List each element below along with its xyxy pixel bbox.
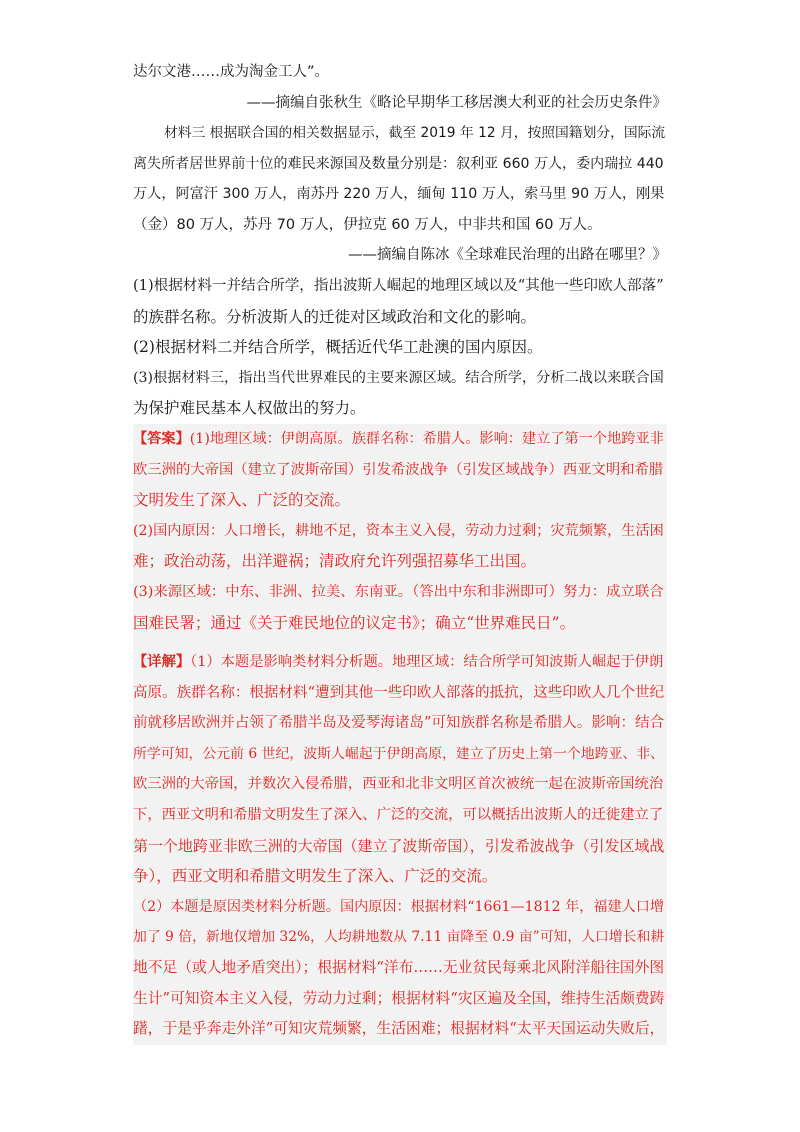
detail-line: 前就移居欧洲并占领了希腊半岛及爱琴海诸岛”可知族群名称是希腊人。影响：结合 <box>133 714 665 732</box>
answer-line: 文明发生了深入、广泛的交流。 <box>133 491 351 510</box>
material3 <box>133 118 667 271</box>
material3-source: ——摘编自陈冰《全球难民治理的出路在哪里？》 <box>348 247 667 264</box>
question-line: (3)根据材料三，指出当代世界难民的主要来源区域。结合所学，分析二战以来联合国 <box>133 369 664 386</box>
material2-source: ——摘编自张秋生《略论早期华工移居澳大利亚的社会历史条件》 <box>246 94 667 111</box>
answer-line: 难；政治动荡，出洋避祸；清政府允许列强招募华工出国。 <box>133 552 537 571</box>
detail-line: 所学可知，公元前 6 世纪，波斯人崛起于伊朗高原，建立了历史上第一个地跨亚、非、 <box>133 745 665 762</box>
answer-line: (3)来源区域：中东、非洲、拉美、东南亚。（答出中东和非洲即可）努力：成立联合 <box>133 583 664 600</box>
detail-section <box>133 647 667 1045</box>
answer-text: (1)地理区域：伊朗高原。族群名称：希腊人。影响：建立了第一个地跨亚非 <box>189 431 664 447</box>
material3-line: 材料三 根据联合国的相关数据显示，截至 2019 年 12 月，按照国籍划分，国际流 <box>164 125 666 141</box>
detail-label: 【详解】 <box>133 654 191 670</box>
detail-line: 欧三洲的大帝国，并数次入侵希腊，西亚和北非文明区首次被统一起在波斯帝国统治 <box>133 776 664 793</box>
answer-line: (2)国内原因：人口增长，耕地不足，资本主义入侵，劳动力过剩；灾荒频繁，生活困 <box>133 522 664 539</box>
detail-line: 第一个地跨亚非欧三洲的大帝国（建立了波斯帝国），引发希波战争（引发区域战 <box>133 836 665 855</box>
material2-last-line: 达尔文港……成为淘金工人”。 <box>133 64 330 80</box>
question-line: 的族群名称。分析波斯人的迁徙对区域政治和文化的影响。 <box>133 307 537 326</box>
detail-line: 地不足（或人地矛盾突出）；根据材料“洋布……无业贫民每乘北风附洋船往国外图 <box>133 958 665 976</box>
material3-line: （金）80 万人，苏丹 70 万人，伊拉克 60 万人，中非共和国 60 万人。 <box>133 216 602 233</box>
detail-line: 争），西亚文明和希腊文明发生了深入、广泛的交流。 <box>133 867 498 886</box>
answer-line: 欧三洲的大帝国（建立了波斯帝国）引发希波战争（引发区域战争）西亚文明和希腊 <box>133 461 664 478</box>
question-line: (2)根据材料二并结合所学，概括近代华工赴澳的国内原因。 <box>133 338 543 357</box>
answer-first-line <box>133 424 667 455</box>
question-line: 为保护难民基本人权做出的努力。 <box>133 399 366 418</box>
material2-tail <box>133 57 667 118</box>
answer-label: 【答案】 <box>133 431 190 447</box>
detail-line: 躇，于是乎奔走外洋”可知灾荒频繁，生活困难；根据材料“太平天国运动失败后， <box>133 1020 665 1038</box>
detail-first-line <box>133 647 667 678</box>
answer-section <box>133 424 667 669</box>
question-line: (1)根据材料一并结合所学，指出波斯人崛起的地理区域以及“其他一些印欧人部落” <box>133 277 664 294</box>
detail-line: 生计”可知资本主义入侵，劳动力过剩；根据材料“灾区遍及全国，维持生活颇费踌 <box>133 989 665 1007</box>
material3-line: 离失所者居世界前十位的难民来源国及数量分别是：叙利亚 660 万人，委内瑞拉 440 <box>133 155 664 172</box>
detail-line: 下，西亚文明和希腊文明发生了深入、广泛的交流，可以概括出波斯人的迁徙建立了 <box>133 806 664 823</box>
questions <box>133 271 667 424</box>
detail-line: （2）本题是原因类材料分析题。国内原因：根据材料“1661—1812 年，福建人口增 <box>133 898 665 915</box>
detail-line: 高原。族群名称：根据材料“遭到其他一些印欧人部落的抵抗，这些印欧人几个世纪 <box>133 683 665 701</box>
detail-text: （1）本题是影响类材料分析题。地理区域：结合所学可知波斯人崛起于伊朗 <box>190 654 664 670</box>
answer-line: 国难民署；通过《关于难民地位的议定书》；确立“世界难民日”。 <box>133 613 576 632</box>
material3-line: 万人，阿富汗 300 万人，南苏丹 220 万人，缅甸 110 万人，索马里 90 万人，刚果 <box>133 186 665 203</box>
detail-line: 加了 9 倍，新地仅增加 32%，人均耕地数从 7.11 亩降至 0.9 亩”可知，人口增长和耕 <box>133 929 665 946</box>
